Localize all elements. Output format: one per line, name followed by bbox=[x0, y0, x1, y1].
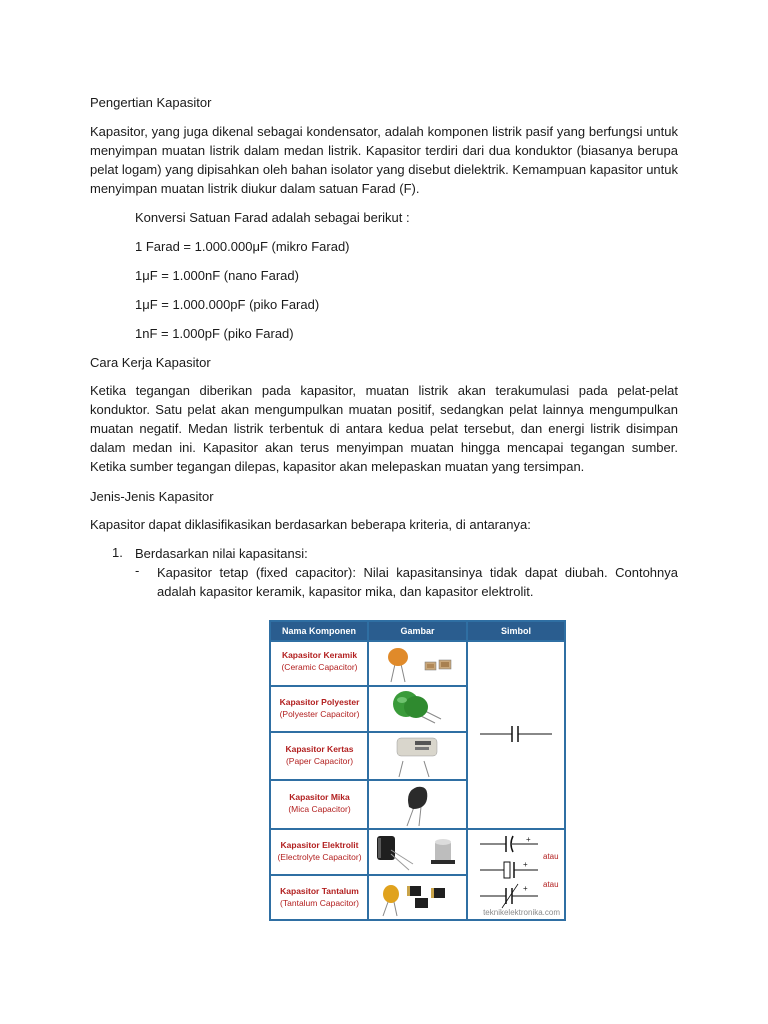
table-row bbox=[273, 791, 366, 815]
plus-sign: + bbox=[526, 835, 531, 844]
table-header-gambar: Gambar bbox=[369, 622, 466, 640]
electrolytic-capacitor-image bbox=[369, 830, 466, 874]
paragraph-pengertian: Kapasitor, yang juga dikenal sebagai kondensator, adalah komponen listrik pasif yang berfungsi untuk menyimpan muatan listrik dalam medan listrik. Kapasitor terdiri dari dua konduktor (biasanya berupa pelat logam) yang dipisahkan oleh bahan isolator yang disebut dielektrik. Kemampuan kapasitor untuk menyimpan muatan listrik diukur dalam satuan Farad (F). bbox=[90, 124, 678, 196]
konversi-item: 1 Farad = 1.000.000μF (mikro Farad) bbox=[135, 239, 350, 254]
heading-cara-kerja: Cara Kerja Kapasitor bbox=[90, 355, 211, 370]
component-name: Kapasitor Tantalum bbox=[280, 886, 359, 896]
konversi-item: 1nF = 1.000pF (piko Farad) bbox=[135, 326, 294, 341]
table-header-simbol: Simbol bbox=[468, 622, 564, 640]
table-header-nama: Nama Komponen bbox=[271, 622, 367, 640]
konversi-item: 1μF = 1.000nF (nano Farad) bbox=[135, 268, 299, 283]
component-english: (Polyester Capacitor) bbox=[279, 709, 360, 719]
table-row bbox=[273, 839, 366, 863]
tantalum-capacitor-image bbox=[369, 876, 466, 919]
mica-capacitor-image bbox=[369, 781, 466, 828]
heading-jenis: Jenis-Jenis Kapasitor bbox=[90, 489, 214, 504]
watermark: teknikelektronika.com bbox=[483, 908, 560, 917]
component-name: Kapasitor Mika bbox=[289, 792, 350, 802]
plus-sign: + bbox=[523, 860, 528, 869]
list-number: 1. bbox=[112, 545, 123, 560]
symbol-or-label: atau bbox=[543, 880, 559, 889]
table-row bbox=[273, 743, 366, 767]
paragraph-cara-kerja: Ketika tegangan diberikan pada kapasitor, muatan listrik akan terakumulasi pada pelat-pelat konduktor. Satu pelat akan mengumpulkan muatan positif, sedangkan pelat lainnya mengumpulkan muatan negatif. Medan listrik terbentuk di antara kedua pelat tersebut, dan energi listrik disimpan dalam medan ini. Kapasitor akan terus menyimpan muatan hingga mencapai tegangan sumber. Ketika sumber tegangan dilepas, kapasitor akan melepaskan muatan yang tersimpan. bbox=[90, 383, 678, 474]
ceramic-capacitor-image bbox=[369, 642, 466, 685]
polarized-capacitor-symbols bbox=[468, 830, 564, 919]
sub-list-item: Kapasitor tetap (fixed capacitor): Nilai kapasitansinya tidak dapat diubah. Contohnya adalah kapasitor keramik, kapasitor mika, dan kapasitor elektrolit. bbox=[157, 565, 678, 599]
capacitor-table bbox=[269, 620, 566, 921]
component-name: Kapasitor Kertas bbox=[285, 744, 354, 754]
component-english: (Ceramic Capacitor) bbox=[281, 662, 358, 672]
component-name: Kapasitor Elektrolit bbox=[280, 840, 359, 850]
component-english: (Electrolyte Capacitor) bbox=[277, 852, 362, 862]
component-name: Kapasitor Keramik bbox=[281, 650, 358, 660]
nonpolar-capacitor-symbol bbox=[468, 642, 564, 828]
table-row bbox=[273, 885, 366, 909]
heading-pengertian: Pengertian Kapasitor bbox=[90, 95, 212, 110]
table-row bbox=[273, 649, 366, 673]
list-item: Berdasarkan nilai kapasitansi: bbox=[135, 546, 308, 561]
component-name: Kapasitor Polyester bbox=[279, 697, 360, 707]
component-english: (Mica Capacitor) bbox=[288, 804, 351, 814]
plus-sign: + bbox=[523, 884, 528, 893]
paper-capacitor-image bbox=[369, 733, 466, 779]
table-row bbox=[273, 696, 366, 720]
jenis-intro: Kapasitor dapat diklasifikasikan berdasarkan beberapa kriteria, di antaranya: bbox=[90, 517, 531, 532]
konversi-item: 1μF = 1.000.000pF (piko Farad) bbox=[135, 297, 320, 312]
component-english: (Tantalum Capacitor) bbox=[280, 898, 359, 908]
konversi-intro: Konversi Satuan Farad adalah sebagai berikut : bbox=[135, 210, 410, 225]
polyester-capacitor-image bbox=[369, 687, 466, 731]
symbol-or-label: atau bbox=[543, 852, 559, 861]
component-english: (Paper Capacitor) bbox=[285, 756, 354, 766]
sub-list-dash: - bbox=[135, 563, 140, 578]
